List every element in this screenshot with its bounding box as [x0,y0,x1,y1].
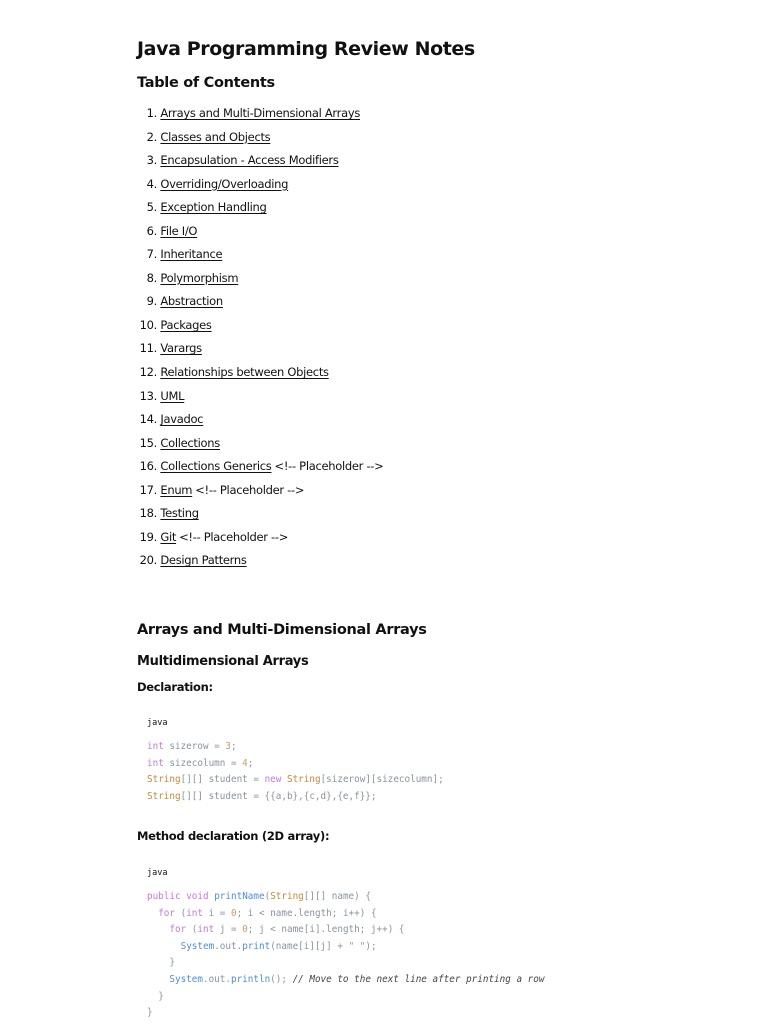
code-block-declaration[interactable] [147,716,707,805]
toc-item [137,338,383,362]
code-line: String[][] student = {{a,b},{c,d},{e,f}}; [147,790,377,802]
toc-placeholder-note: <!-- Placeholder --> [179,529,289,544]
toc-placeholder-note: <!-- Placeholder --> [195,482,305,497]
toc-link[interactable]: Git [160,529,177,544]
toc-item-number: 2. [146,129,157,144]
toc-item [137,433,383,457]
toc-item [137,362,383,386]
toc-item-number: 14. [139,412,157,427]
toc-item-number: 11. [139,341,157,356]
toc-item [137,174,383,198]
toc-link[interactable]: Packages [160,317,212,332]
toc-placeholder-note: <!-- Placeholder --> [274,459,384,474]
code-line: System.out.print(name[i][j] + " "); [180,940,377,952]
toc-item-number: 1. [146,106,157,120]
table-of-contents [137,103,383,574]
toc-link[interactable]: File I/O [160,223,198,238]
toc-item-number: 15. [139,435,157,450]
toc-item-number: 13. [139,388,157,403]
toc-link[interactable]: Relationships between Objects [160,365,329,380]
code-line: } [147,957,175,969]
toc-link[interactable]: Encapsulation - Access Modifiers [160,153,339,168]
toc-link[interactable]: Collections [160,435,220,450]
code-line: for (int j = 0; j < name[i].length; j++) { [169,924,405,936]
toc-item-number: 19. [139,529,157,544]
section-heading-arrays: Arrays and Multi-Dimensional Arrays [137,622,427,638]
toc-item [137,503,383,527]
code-line: for (int i = 0; i < name.length; i++) { [158,907,377,919]
toc-item-number: 5. [146,200,157,215]
toc-link[interactable]: Javadoc [160,412,204,427]
toc-item-number: 8. [146,270,157,285]
code-content[interactable] [147,889,707,1022]
toc-item [137,291,383,315]
toc-item [137,127,383,151]
page-title: Java Programming Review Notes [137,38,475,60]
toc-item [137,550,383,574]
toc-item-number: 20. [139,553,157,568]
toc-item [137,268,383,292]
toc-item [137,480,383,504]
toc-item [137,409,383,433]
code-line: String[][] student = new String[sizerow][sizecolumn]; [147,774,444,786]
toc-item-number: 10. [139,317,157,332]
toc-item-number: 3. [146,153,157,168]
toc-link[interactable]: Varargs [160,341,202,356]
method-declaration-label: Method declaration (2D array): [137,829,330,843]
code-line: public void printName(String[][] name) { [147,891,371,902]
toc-item-number: 18. [139,506,157,521]
toc-link[interactable]: UML [160,388,185,403]
code-language-label: java [147,718,168,728]
code-block-method[interactable] [147,866,707,1022]
toc-item-number: 12. [139,365,157,380]
toc-item [137,456,383,480]
toc-link[interactable]: Polymorphism [160,270,239,285]
toc-link[interactable]: Classes and Objects [160,129,271,144]
toc-item [137,103,383,127]
declaration-label: Declaration: [137,680,213,694]
code-line: System.out.println(); // Move to the next line after printing a row [169,973,545,985]
toc-item [137,315,383,339]
toc-link[interactable]: Exception Handling [160,200,267,215]
toc-item [137,527,383,551]
code-language-label: java [147,868,168,878]
code-line: } [147,990,164,1002]
toc-item-number: 4. [146,176,157,191]
toc-heading: Table of Contents [137,75,275,91]
code-line: int sizecolumn = 4; [147,757,254,769]
toc-item-number: 7. [146,247,157,262]
toc-link[interactable]: Abstraction [160,294,223,309]
toc-item [137,244,383,268]
toc-item-number: 9. [146,294,157,309]
toc-link[interactable]: Testing [160,506,199,521]
toc-link[interactable]: Arrays and Multi-Dimensional Arrays [160,106,361,120]
toc-link[interactable]: Enum [160,482,193,497]
toc-link[interactable]: Overriding/Overloading [160,176,289,191]
toc-item [137,221,383,245]
toc-item-number: 16. [139,459,157,474]
toc-link[interactable]: Inheritance [160,247,223,262]
code-content[interactable] [147,739,707,805]
toc-link[interactable]: Collections Generics [160,459,272,474]
toc-item [137,197,383,221]
toc-item-number: 17. [139,482,157,497]
toc-item-number: 6. [146,223,157,238]
code-line: int sizerow = 3; [147,741,237,752]
toc-item [137,386,383,410]
toc-link[interactable]: Design Patterns [160,553,247,568]
subheading-multidimensional-arrays: Multidimensional Arrays [137,654,309,669]
code-line: } [147,1007,153,1019]
toc-item [137,150,383,174]
